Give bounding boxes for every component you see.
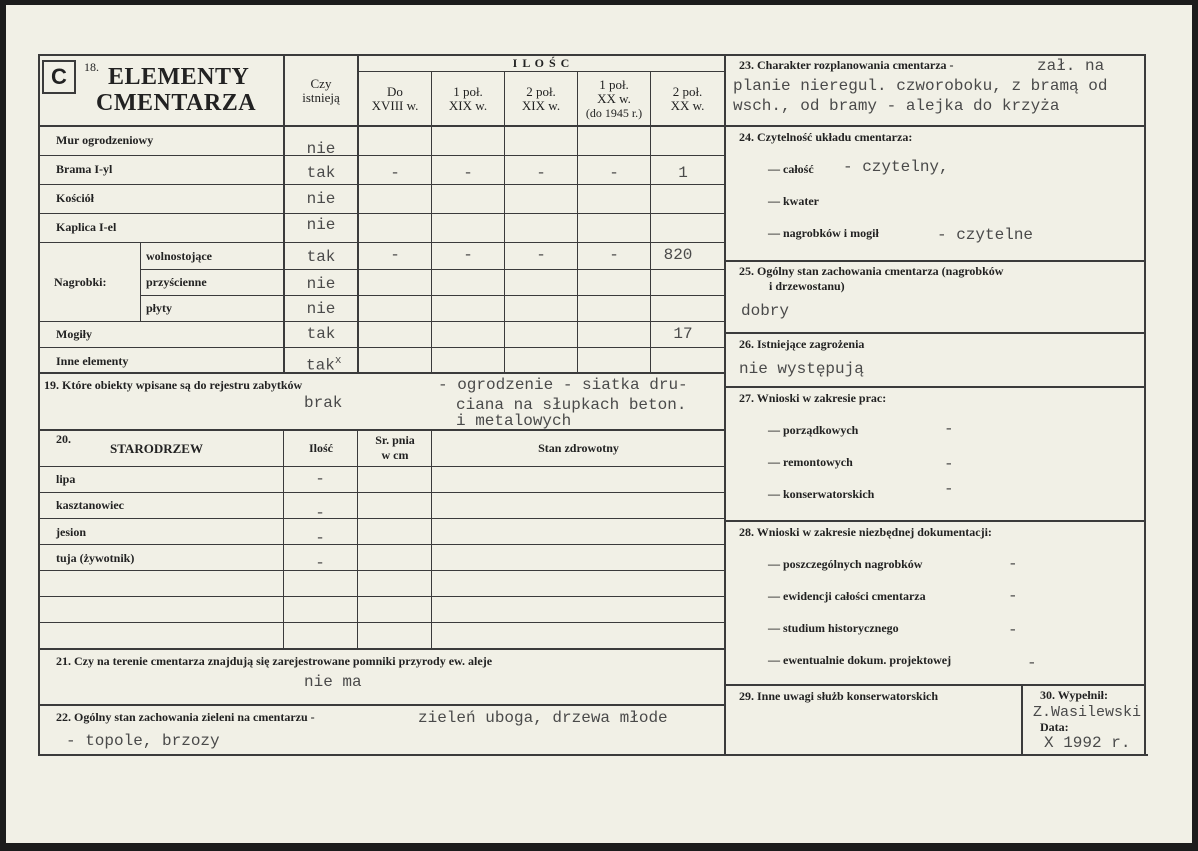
tree-qty-linden: - xyxy=(315,470,325,488)
period-3-line-1: 2 poł. xyxy=(526,84,556,99)
section-19-label: 19. Które obiekty wpisane są do rejestru zabytków xyxy=(44,378,303,392)
section-25-answer: dobry xyxy=(741,302,790,320)
row-line xyxy=(726,684,1146,686)
section-25-label-2: i drzewostanu) xyxy=(769,279,845,293)
period-4-line-2: XX w. xyxy=(597,91,631,106)
date-value: X 1992 r. xyxy=(1044,734,1131,752)
tree-qty-ash: - xyxy=(315,529,325,547)
section-letter-box: C xyxy=(42,60,76,94)
period-4-line-3: (do 1945 r.) xyxy=(585,106,643,120)
section-19-answer: brak xyxy=(304,394,343,412)
exists-freestanding: tak xyxy=(306,248,336,266)
row-label-graves: Mogiły xyxy=(56,327,92,341)
section-23-answer-3: wsch., od bramy - alejka do krzyża xyxy=(733,97,1060,115)
row-label-wall-mounted: przyścienne xyxy=(146,275,207,289)
row-line xyxy=(726,332,1146,334)
exists-header-1: Czy xyxy=(310,76,332,91)
section-26-answer: nie występują xyxy=(739,360,864,378)
freestanding-period-2: - xyxy=(463,246,473,264)
row-line xyxy=(38,544,724,545)
section-23-answer-1: zał. na xyxy=(1037,57,1105,75)
docs-tombstones-label: — poszczególnych nagrobków xyxy=(768,557,923,571)
section-number: 18. xyxy=(84,60,99,74)
section-22-answer-1: zieleń uboga, drzewa młode xyxy=(418,709,668,727)
row-label-chapel: Kaplica I-el xyxy=(56,220,117,234)
section-28-label: 28. Wnioski w zakresie niezbędnej dokumentacji: xyxy=(739,525,992,539)
divider-center xyxy=(724,54,726,756)
row-line xyxy=(38,518,724,519)
row-line xyxy=(38,155,724,156)
docs-project-label: — ewentualnie dokum. projektowej xyxy=(768,653,952,667)
exists-chapel: nie xyxy=(306,216,336,234)
row-line xyxy=(38,648,726,650)
period-1-line-1: Do xyxy=(387,84,403,99)
col-line xyxy=(140,242,141,322)
section-21-label: 21. Czy na terenie cmentarza znajdują się zarejestrowane pomniki przyrody ew. aleje xyxy=(56,654,493,668)
legibility-whole-label: — całość xyxy=(768,162,814,176)
row-line xyxy=(726,520,1146,522)
row-line xyxy=(38,622,724,623)
exists-church: nie xyxy=(306,190,336,208)
gate-period-1: - xyxy=(390,164,400,182)
period-2-line-1: 1 poł. xyxy=(453,84,483,99)
col-line xyxy=(1021,684,1023,756)
legibility-graves-value: - czytelne xyxy=(937,226,1034,244)
row-label-gate: Brama I-yl xyxy=(56,162,113,176)
row-line xyxy=(726,260,1146,262)
gate-period-2: - xyxy=(463,164,473,182)
tree-name-chestnut: kasztanowiec xyxy=(56,498,124,512)
gate-period-3: - xyxy=(536,164,546,182)
section-19-note-1: - ogrodzenie - siatka dru- xyxy=(438,376,688,394)
quantity-header: I L O Ś C xyxy=(512,56,571,70)
exists-other: tak$^x$ xyxy=(306,355,342,375)
docs-project-value: - xyxy=(1027,654,1037,672)
period-4-line-1: 1 poł. xyxy=(599,77,629,92)
legibility-quarters-label: — kwater xyxy=(768,194,819,208)
works-cleanup-value: - xyxy=(944,420,954,438)
row-line xyxy=(38,704,726,706)
gate-period-5: 1 xyxy=(678,164,688,182)
period-5-line-1: 2 poł. xyxy=(672,84,703,99)
graves-period-5: 17 xyxy=(673,325,693,343)
docs-records-value: - xyxy=(1008,587,1018,605)
frame-left xyxy=(38,54,40,756)
gate-period-4: - xyxy=(609,164,619,182)
tree-name-ash: jesion xyxy=(56,525,86,539)
section-20-title: STARODRZEW xyxy=(110,441,203,456)
works-cleanup-label: — porządkowych xyxy=(768,423,859,437)
section-27-label: 27. Wnioski w zakresie prac: xyxy=(739,391,887,405)
exists-gate: tak xyxy=(306,164,336,182)
docs-history-label: — studium historycznego xyxy=(768,621,899,635)
filled-by-name: Z.Wasilewski xyxy=(1033,704,1142,721)
works-conservation-value: - xyxy=(944,480,954,498)
section-22-label: 22. Ogólny stan zachowania zieleni na cmentarzu - xyxy=(56,710,315,724)
title-line-2: CMENTARZA xyxy=(96,90,257,116)
col-line xyxy=(431,430,432,648)
row-line xyxy=(38,321,724,322)
row-line xyxy=(726,125,1146,127)
row-line xyxy=(38,372,726,374)
col-line xyxy=(431,72,432,372)
trees-col-health: Stan zdrowotny xyxy=(538,441,619,455)
row-line xyxy=(38,596,724,597)
trees-col-qty: Ilość xyxy=(309,441,333,455)
row-line xyxy=(38,429,726,431)
row-line xyxy=(38,570,724,571)
row-label-tombstones: Nagrobki: xyxy=(54,275,107,289)
exists-graves: tak xyxy=(306,325,336,343)
row-line xyxy=(140,269,724,270)
tree-qty-chestnut: - xyxy=(315,504,325,522)
legibility-graves-label: — nagrobków i mogił xyxy=(768,226,879,240)
trees-col-diameter-2: w cm xyxy=(381,448,409,462)
works-repair-label: — remontowych xyxy=(768,455,853,469)
frame-bottom-left xyxy=(38,754,726,756)
frame-bottom-right xyxy=(724,754,1148,756)
exists-wall: nie xyxy=(306,140,336,158)
exists-wall-mounted: nie xyxy=(306,275,336,293)
period-3-line-2: XIX w. xyxy=(521,98,561,113)
period-2-line-2: XIX w. xyxy=(448,98,488,113)
col-line xyxy=(504,72,505,372)
section-22-answer-2: - topole, brzozy xyxy=(66,732,220,750)
date-label: Data: xyxy=(1040,720,1069,734)
docs-records-label: — ewidencji całości cmentarza xyxy=(768,589,926,603)
section-21-answer: nie ma xyxy=(304,673,362,691)
section-29-label: 29. Inne uwagi służb konserwatorskich xyxy=(739,689,939,703)
row-line xyxy=(726,386,1146,388)
col-line xyxy=(357,430,358,648)
row-line xyxy=(140,295,724,296)
section-26-label: 26. Istniejące zagrożenia xyxy=(739,337,865,351)
works-conservation-label: — konserwatorskich xyxy=(768,487,875,501)
title-line-1: ELEMENTY xyxy=(108,64,250,90)
section-23-answer-2: planie nieregul. czworoboku, z bramą od xyxy=(733,77,1108,95)
row-line xyxy=(38,242,724,243)
freestanding-period-4: - xyxy=(609,246,619,264)
row-line xyxy=(38,466,724,467)
tree-name-thuja: tuja (żywotnik) xyxy=(56,551,135,565)
row-line xyxy=(38,125,726,127)
freestanding-period-5: 820 xyxy=(663,246,693,264)
row-label-other: Inne elementy xyxy=(56,354,129,368)
works-repair-value: - xyxy=(944,455,954,473)
section-25-label-1: 25. Ogólny stan zachowania cmentarza (nagrobków xyxy=(739,264,1004,278)
row-line xyxy=(38,213,724,214)
row-label-church: Kościół xyxy=(56,191,94,205)
legibility-whole-value: - czytelny, xyxy=(843,158,949,176)
section-20-number: 20. xyxy=(56,432,71,446)
row-line xyxy=(358,71,724,72)
tree-name-linden: lipa xyxy=(56,472,76,486)
trees-col-diameter-1: Sr. pnia xyxy=(375,433,415,447)
row-line xyxy=(38,184,724,185)
row-line xyxy=(38,492,724,493)
row-line xyxy=(38,347,724,348)
tree-qty-thuja: - xyxy=(315,554,325,572)
section-19-note-2: ciana na słupkach beton. xyxy=(456,396,687,414)
freestanding-period-1: - xyxy=(390,246,400,264)
section-24-label: 24. Czytelność układu cmentarza: xyxy=(739,130,913,144)
exists-slabs: nie xyxy=(306,300,336,318)
docs-tombstones-value: - xyxy=(1008,555,1018,573)
section-19-note-3: i metalowych xyxy=(456,412,572,430)
row-label-slabs: płyty xyxy=(146,301,173,315)
row-label-wall: Mur ogrodzeniowy xyxy=(56,133,154,147)
period-5-line-2: XX w. xyxy=(670,98,705,113)
section-23-label: 23. Charakter rozplanowania cmentarza - xyxy=(739,58,954,72)
row-label-freestanding: wolnostojące xyxy=(146,249,212,263)
period-1-line-2: XVIII w. xyxy=(371,98,419,113)
col-line xyxy=(283,430,284,648)
docs-history-value: - xyxy=(1008,621,1018,639)
section-30-label: 30. Wypełnił: xyxy=(1040,688,1109,702)
freestanding-period-3: - xyxy=(536,246,546,264)
frame-right xyxy=(1144,54,1146,754)
exists-header-2: istnieją xyxy=(302,90,340,105)
